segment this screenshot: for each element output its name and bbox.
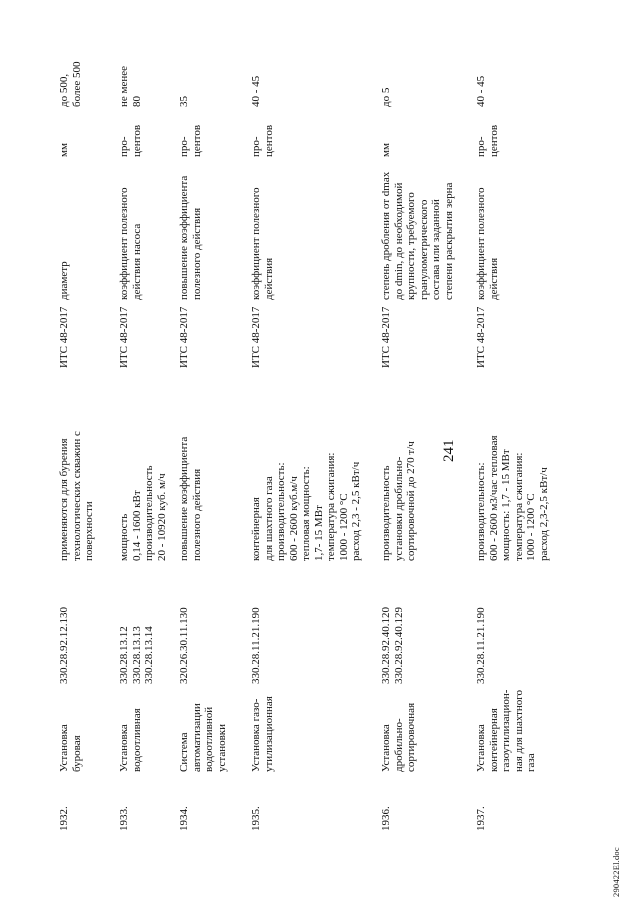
parameter-line: действия: [262, 257, 275, 300]
its-reference-cell: [475, 300, 570, 368]
parameter-line: до dmin, до необходимой: [392, 182, 405, 300]
description-line: технологических скважин с: [70, 431, 83, 561]
row-number-cell: [475, 772, 570, 831]
row-number-text: 1934.: [178, 806, 190, 831]
page-number: 241: [441, 439, 457, 462]
okpd-codes-line: 330.28.13.12: [118, 626, 130, 684]
unit-line: центов: [262, 124, 275, 157]
okpd-codes-cell: [178, 561, 250, 684]
value-line: 35: [178, 96, 190, 107]
its-reference-cell: [178, 300, 250, 368]
table-row: [118, 44, 178, 831]
unit-cell: [118, 107, 178, 157]
parameter-cell: [380, 157, 475, 300]
its-reference-text: ИТС 48-2017: [178, 306, 190, 368]
description-line: мощность: 1,7 - 15 МВт: [500, 449, 512, 561]
equipment-name-line: дробильно-: [392, 718, 405, 772]
unit-cell: [178, 107, 250, 157]
description-line: температура сжигания:: [325, 452, 337, 561]
equipment-name-line: газоутилизацион-: [500, 689, 512, 772]
footer-filename: 290422El.doc: [611, 847, 621, 897]
its-reference-text: ИТС 48-2017: [118, 306, 130, 368]
description-line: 1000 - 1200 °С: [525, 493, 537, 561]
description-line: 20 - 10920 куб. м/ч: [155, 473, 168, 561]
description-line: 1,7- 15 МВт: [312, 505, 325, 561]
value-cell: [178, 44, 250, 107]
unit-cell: [475, 107, 570, 157]
description-line: контейнерная: [250, 497, 262, 561]
equipment-name-cell: [250, 684, 380, 772]
row-number-text: 1932.: [58, 806, 70, 831]
parameter-line: степень дробления от dmax: [380, 171, 392, 300]
unit-line: центов: [190, 124, 203, 157]
value-cell: [475, 44, 570, 107]
description-line: расход 2,3 - 2,5 кВт/ч: [350, 461, 362, 561]
row-number-text: 1936.: [380, 806, 392, 831]
okpd-codes-line: 330.28.11.21.190: [250, 607, 262, 684]
equipment-name-cell: [118, 684, 178, 772]
okpd-codes-line: 330.28.13.14: [143, 626, 155, 684]
description-line: 1000 - 1200 °С: [337, 493, 350, 561]
parameter-line: коэффициент полезного: [475, 187, 487, 300]
its-reference-cell: [58, 300, 118, 368]
description-line: расход 2,3-2,5 кВт/ч: [537, 467, 550, 561]
its-reference-text: ИТС 48-2017: [250, 306, 262, 368]
value-line: 80: [130, 96, 143, 107]
equipment-name-line: утилизационная: [262, 696, 275, 772]
table-row: [380, 44, 475, 831]
description-line: производительность:: [475, 462, 487, 561]
okpd-codes-cell: [118, 561, 178, 684]
parameter-line: крупности, требуемого: [405, 192, 417, 300]
parameter-line: действия: [487, 257, 500, 300]
row-number-cell: [380, 772, 475, 831]
unit-line: мм: [380, 143, 392, 157]
parameter-line: действия насоса: [130, 223, 143, 300]
equipment-name-line: Установка: [118, 724, 130, 772]
unit-line: центов: [487, 124, 500, 157]
equipment-name-line: установки: [215, 723, 228, 772]
parameter-cell: [475, 157, 570, 300]
description-line: 0,14 - 1600 кВт: [130, 490, 143, 561]
row-number-text: 1935.: [250, 806, 262, 831]
parameter-line: коэффициент полезного: [250, 187, 262, 300]
parameter-cell: [250, 157, 380, 300]
parameter-cell: [58, 157, 118, 300]
description-cell: [475, 368, 570, 561]
description-line: производительность: [143, 465, 155, 561]
parameter-line: степени раскрытия зерна: [442, 182, 455, 300]
value-cell: [380, 44, 475, 107]
description-line: тепловая мощность:: [300, 466, 312, 561]
description-line: повышение коэффициента: [178, 436, 190, 561]
equipment-name-line: Установка: [58, 724, 70, 772]
description-line: температура сжигания:: [512, 452, 525, 561]
description-line: производительность: [380, 465, 392, 561]
unit-line: мм: [58, 143, 70, 157]
equipment-name-line: Установка: [380, 724, 392, 772]
unit-line: про-: [475, 136, 487, 157]
description-cell: [178, 368, 250, 561]
parameter-line: полезного действия: [190, 207, 203, 300]
table-row: [250, 44, 380, 831]
its-reference-text: ИТС 48-2017: [58, 306, 70, 368]
equipment-name-cell: [58, 684, 118, 772]
its-reference-cell: [250, 300, 380, 368]
equipment-name-line: сортировочная: [405, 702, 417, 772]
unit-cell: [58, 107, 118, 157]
table-body: [58, 44, 570, 831]
value-cell: [118, 44, 178, 107]
parameter-line: состава или заданной: [430, 199, 442, 300]
row-number-cell: [250, 772, 380, 831]
equipment-name-line: автоматизации: [190, 703, 203, 772]
description-line: применяются для бурения: [58, 438, 70, 561]
equipment-name-line: водоотливной: [203, 706, 215, 772]
equipment-table: [58, 44, 570, 831]
okpd-codes-cell: [58, 561, 118, 684]
row-number-cell: [178, 772, 250, 831]
equipment-name-line: водоотливная: [130, 708, 143, 772]
value-line: более 500: [70, 61, 83, 107]
okpd-codes-line: 330.28.92.40.129: [392, 607, 405, 684]
description-cell: [250, 368, 380, 561]
parameter-cell: [118, 157, 178, 300]
okpd-codes-line: 330.28.92.40.120: [380, 607, 392, 684]
description-line: для шахтного газа: [262, 476, 275, 561]
equipment-name-cell: [178, 684, 250, 772]
parameter-line: коэффициент полезного: [118, 187, 130, 300]
table-row: [58, 44, 118, 831]
equipment-name-line: Установка: [475, 724, 487, 772]
row-number-cell: [58, 772, 118, 831]
value-line: до 5: [380, 87, 392, 107]
value-line: до 500,: [58, 73, 70, 107]
description-cell: [118, 368, 178, 561]
its-reference-cell: [380, 300, 475, 368]
parameter-line: повышение коэффициента: [178, 175, 190, 300]
okpd-codes-line: 330.28.13.13: [130, 626, 143, 684]
equipment-name-line: буровая: [70, 735, 83, 772]
equipment-name-line: газа: [525, 753, 537, 772]
table-row: [475, 44, 570, 831]
table-row: [178, 44, 250, 831]
its-reference-text: ИТС 48-2017: [475, 306, 487, 368]
unit-line: центов: [130, 124, 143, 157]
value-cell: [250, 44, 380, 107]
description-line: мощность: [118, 513, 130, 561]
okpd-codes-cell: [475, 561, 570, 684]
equipment-name-line: Система: [178, 732, 190, 772]
equipment-name-cell: [380, 684, 475, 772]
its-reference-text: ИТС 48-2017: [380, 306, 392, 368]
equipment-name-line: ная для шахтного: [512, 690, 525, 772]
value-cell: [58, 44, 118, 107]
equipment-name-line: контейнерная: [487, 708, 500, 772]
okpd-codes-line: 320.26.30.11.130: [178, 607, 190, 684]
description-line: производительность:: [275, 462, 287, 561]
unit-cell: [250, 107, 380, 157]
value-line: 40 - 45: [475, 75, 487, 107]
value-line: не менее: [118, 65, 130, 107]
unit-line: про-: [118, 136, 130, 157]
description-cell: [380, 368, 475, 561]
description-line: сортировочной до 270 т/ч: [405, 441, 417, 561]
description-line: полезного действия: [190, 468, 203, 561]
unit-line: про-: [178, 136, 190, 157]
row-number-text: 1933.: [118, 806, 130, 831]
description-line: 600 - 2600 куб.м/ч: [287, 476, 300, 561]
equipment-name-line: Установка газо-: [250, 698, 262, 772]
parameter-line: гранулометрического: [417, 199, 430, 300]
parameter-line: диаметр: [58, 261, 70, 300]
description-line: 600 - 2600 м3/час тепловая: [487, 435, 500, 561]
row-number-cell: [118, 772, 178, 831]
description-line: поверхности: [83, 501, 95, 561]
okpd-codes-line: 330.28.11.21.190: [475, 607, 487, 684]
description-line: установки дробильно-: [392, 456, 405, 561]
okpd-codes-line: 330.28.92.12.130: [58, 607, 70, 684]
description-cell: [58, 368, 118, 561]
unit-cell: [380, 107, 475, 157]
row-number-text: 1937.: [475, 806, 487, 831]
okpd-codes-cell: [380, 561, 475, 684]
unit-line: про-: [250, 136, 262, 157]
parameter-cell: [178, 157, 250, 300]
value-line: 40 - 45: [250, 75, 262, 107]
equipment-name-cell: [475, 684, 570, 772]
okpd-codes-cell: [250, 561, 380, 684]
its-reference-cell: [118, 300, 178, 368]
